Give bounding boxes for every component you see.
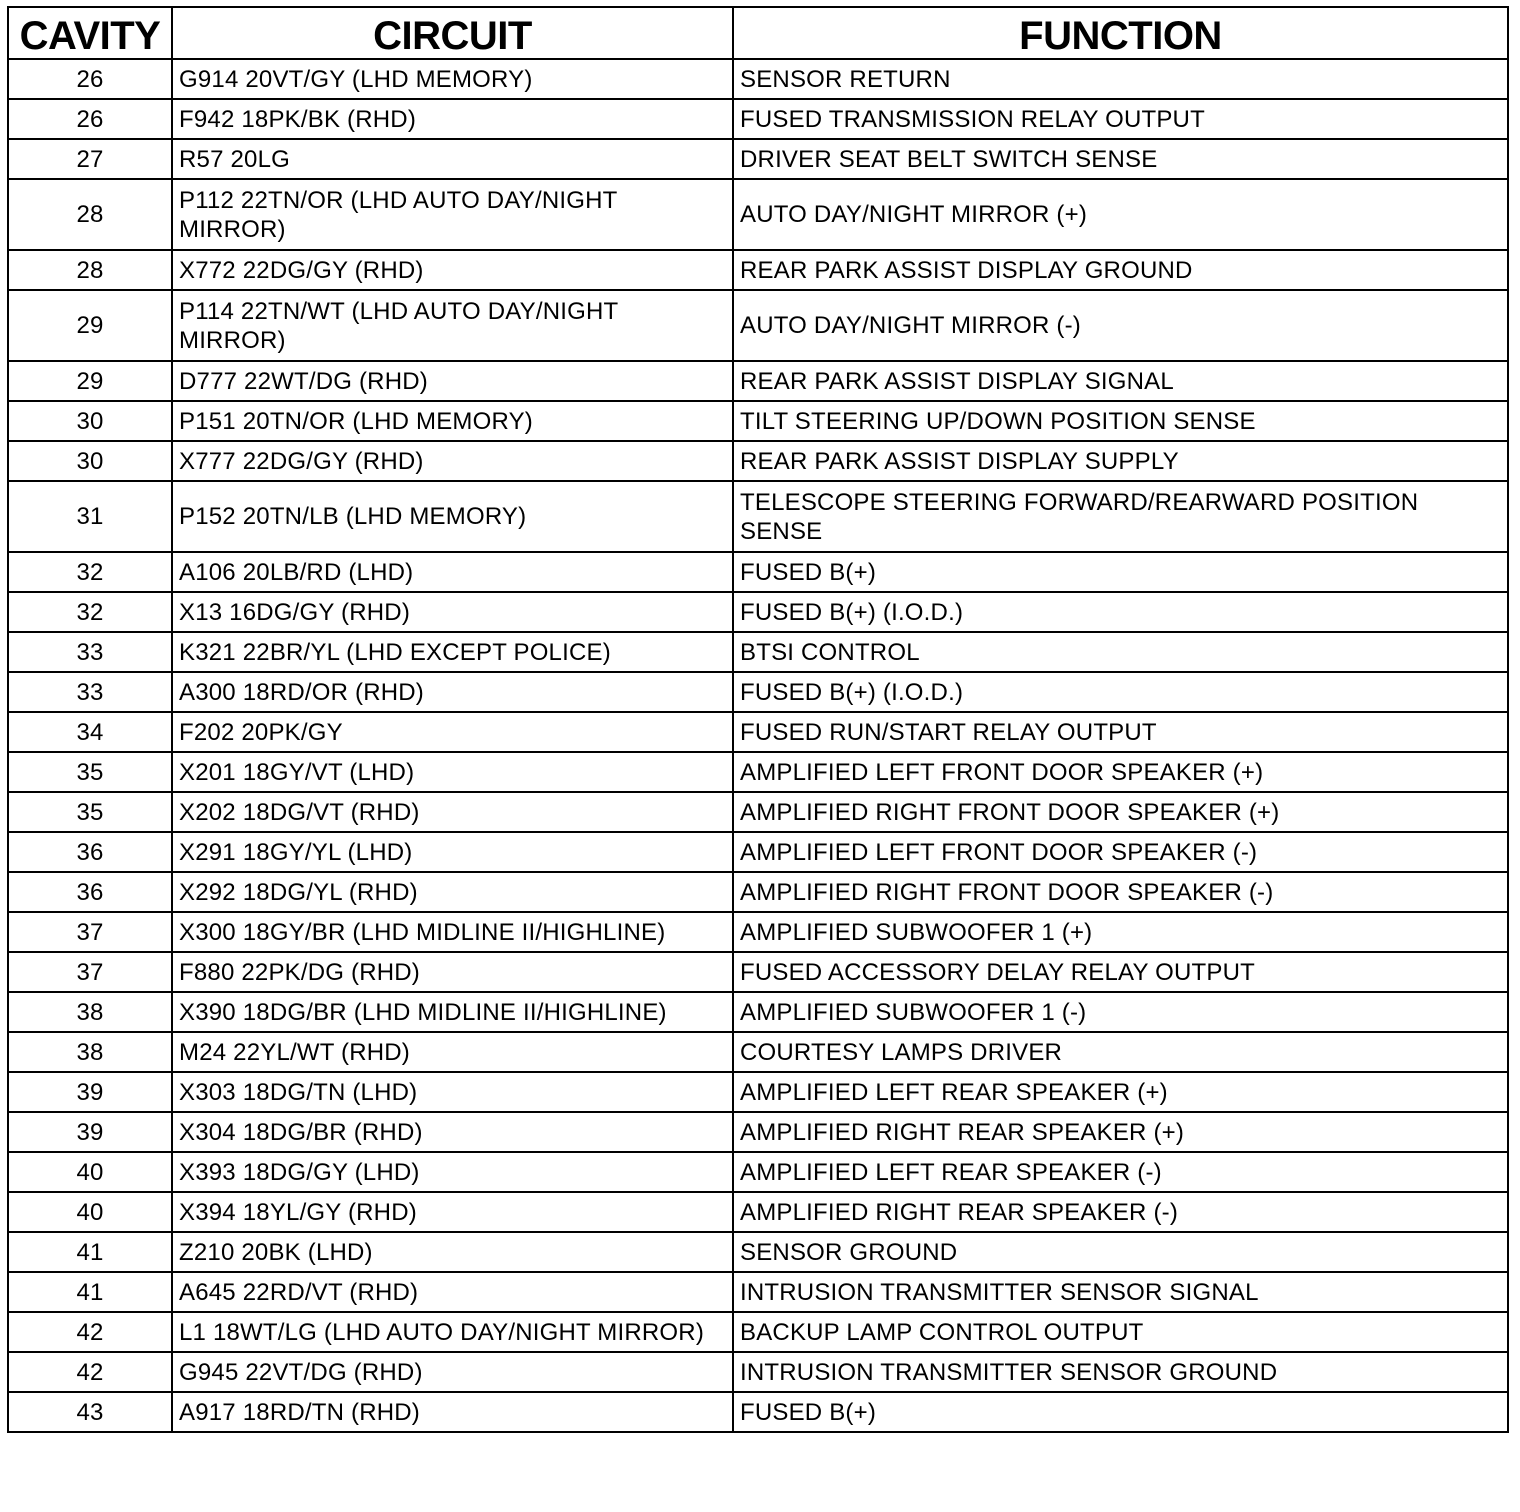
circuit-cell: X390 18DG/BR (LHD MIDLINE II/HIGHLINE) <box>172 992 733 1032</box>
table-row <box>8 290 1508 361</box>
function-cell: AMPLIFIED RIGHT REAR SPEAKER (-) <box>733 1192 1508 1232</box>
circuit-cell: K321 22BR/YL (LHD EXCEPT POLICE) <box>172 632 733 672</box>
function-cell: TILT STEERING UP/DOWN POSITION SENSE <box>733 401 1508 441</box>
table-row <box>8 361 1508 401</box>
cavity-cell: 42 <box>8 1352 172 1392</box>
function-cell: AMPLIFIED SUBWOOFER 1 (-) <box>733 992 1508 1032</box>
function-cell: BACKUP LAMP CONTROL OUTPUT <box>733 1312 1508 1352</box>
circuit-cell: X393 18DG/GY (LHD) <box>172 1152 733 1192</box>
table-row <box>8 250 1508 290</box>
cavity-cell: 39 <box>8 1072 172 1112</box>
function-cell: FUSED RUN/START RELAY OUTPUT <box>733 712 1508 752</box>
circuit-cell: X772 22DG/GY (RHD) <box>172 250 733 290</box>
table-row <box>8 592 1508 632</box>
function-cell: REAR PARK ASSIST DISPLAY GROUND <box>733 250 1508 290</box>
function-cell: AMPLIFIED LEFT REAR SPEAKER (-) <box>733 1152 1508 1192</box>
header-cavity: CAVITY <box>8 7 172 59</box>
cavity-cell: 40 <box>8 1152 172 1192</box>
circuit-cell: G945 22VT/DG (RHD) <box>172 1352 733 1392</box>
function-cell: INTRUSION TRANSMITTER SENSOR SIGNAL <box>733 1272 1508 1312</box>
cavity-cell: 36 <box>8 872 172 912</box>
circuit-cell: X394 18YL/GY (RHD) <box>172 1192 733 1232</box>
table-row <box>8 552 1508 592</box>
function-cell: FUSED B(+) <box>733 1392 1508 1432</box>
function-cell: AUTO DAY/NIGHT MIRROR (-) <box>733 290 1508 361</box>
function-cell: BTSI CONTROL <box>733 632 1508 672</box>
cavity-cell: 27 <box>8 139 172 179</box>
function-cell: AMPLIFIED RIGHT REAR SPEAKER (+) <box>733 1112 1508 1152</box>
table-row <box>8 1192 1508 1232</box>
circuit-cell: X291 18GY/YL (LHD) <box>172 832 733 872</box>
header-function: FUNCTION <box>733 7 1508 59</box>
table-row <box>8 1232 1508 1272</box>
table-row <box>8 481 1508 552</box>
table-row <box>8 712 1508 752</box>
circuit-cell: P151 20TN/OR (LHD MEMORY) <box>172 401 733 441</box>
table-row <box>8 952 1508 992</box>
table-row <box>8 872 1508 912</box>
cavity-cell: 37 <box>8 952 172 992</box>
table-row <box>8 179 1508 250</box>
table-row <box>8 832 1508 872</box>
function-cell: AMPLIFIED LEFT FRONT DOOR SPEAKER (-) <box>733 832 1508 872</box>
table-row <box>8 1392 1508 1432</box>
cavity-cell: 30 <box>8 401 172 441</box>
table-row <box>8 1072 1508 1112</box>
circuit-cell: P114 22TN/WT (LHD AUTO DAY/NIGHT MIRROR) <box>172 290 733 361</box>
function-cell: COURTESY LAMPS DRIVER <box>733 1032 1508 1072</box>
cavity-cell: 26 <box>8 99 172 139</box>
header-row <box>8 7 1508 59</box>
function-cell: FUSED ACCESSORY DELAY RELAY OUTPUT <box>733 952 1508 992</box>
table-row <box>8 401 1508 441</box>
cavity-cell: 43 <box>8 1392 172 1432</box>
cavity-cell: 30 <box>8 441 172 481</box>
function-cell: FUSED B(+) (I.O.D.) <box>733 672 1508 712</box>
table-row <box>8 139 1508 179</box>
cavity-cell: 41 <box>8 1272 172 1312</box>
cavity-cell: 38 <box>8 1032 172 1072</box>
table-row <box>8 1272 1508 1312</box>
circuit-cell: A917 18RD/TN (RHD) <box>172 1392 733 1432</box>
circuit-cell: X777 22DG/GY (RHD) <box>172 441 733 481</box>
cavity-cell: 39 <box>8 1112 172 1152</box>
table-row <box>8 992 1508 1032</box>
circuit-cell: X292 18DG/YL (RHD) <box>172 872 733 912</box>
cavity-cell: 38 <box>8 992 172 1032</box>
cavity-cell: 28 <box>8 250 172 290</box>
circuit-cell: D777 22WT/DG (RHD) <box>172 361 733 401</box>
cavity-cell: 37 <box>8 912 172 952</box>
circuit-cell: A300 18RD/OR (RHD) <box>172 672 733 712</box>
cavity-cell: 40 <box>8 1192 172 1232</box>
cavity-cell: 26 <box>8 59 172 99</box>
table-row <box>8 1312 1508 1352</box>
circuit-cell: A645 22RD/VT (RHD) <box>172 1272 733 1312</box>
circuit-cell: X202 18DG/VT (RHD) <box>172 792 733 832</box>
circuit-cell: G914 20VT/GY (LHD MEMORY) <box>172 59 733 99</box>
function-cell: AMPLIFIED RIGHT FRONT DOOR SPEAKER (-) <box>733 872 1508 912</box>
circuit-cell: X303 18DG/TN (LHD) <box>172 1072 733 1112</box>
cavity-cell: 41 <box>8 1232 172 1272</box>
table-row <box>8 59 1508 99</box>
cavity-cell: 42 <box>8 1312 172 1352</box>
circuit-cell: P152 20TN/LB (LHD MEMORY) <box>172 481 733 552</box>
function-cell: AUTO DAY/NIGHT MIRROR (+) <box>733 179 1508 250</box>
header-circuit: CIRCUIT <box>172 7 733 59</box>
table-row <box>8 792 1508 832</box>
table-row <box>8 1152 1508 1192</box>
function-cell: TELESCOPE STEERING FORWARD/REARWARD POSITION SENSE <box>733 481 1508 552</box>
function-cell: AMPLIFIED RIGHT FRONT DOOR SPEAKER (+) <box>733 792 1508 832</box>
circuit-cell: X201 18GY/VT (LHD) <box>172 752 733 792</box>
cavity-cell: 31 <box>8 481 172 552</box>
table-row <box>8 1352 1508 1392</box>
table-row <box>8 99 1508 139</box>
function-cell: FUSED B(+) (I.O.D.) <box>733 592 1508 632</box>
cavity-cell: 29 <box>8 361 172 401</box>
table-row <box>8 1032 1508 1072</box>
cavity-cell: 33 <box>8 632 172 672</box>
function-cell: FUSED TRANSMISSION RELAY OUTPUT <box>733 99 1508 139</box>
circuit-cell: X300 18GY/BR (LHD MIDLINE II/HIGHLINE) <box>172 912 733 952</box>
circuit-cell: F202 20PK/GY <box>172 712 733 752</box>
cavity-cell: 32 <box>8 592 172 632</box>
cavity-cell: 35 <box>8 752 172 792</box>
circuit-cell: F880 22PK/DG (RHD) <box>172 952 733 992</box>
circuit-cell: P112 22TN/OR (LHD AUTO DAY/NIGHT MIRROR) <box>172 179 733 250</box>
circuit-cell: Z210 20BK (LHD) <box>172 1232 733 1272</box>
cavity-cell: 29 <box>8 290 172 361</box>
cavity-cell: 35 <box>8 792 172 832</box>
function-cell: AMPLIFIED SUBWOOFER 1 (+) <box>733 912 1508 952</box>
connector-pinout-table <box>7 6 1509 1433</box>
function-cell: SENSOR GROUND <box>733 1232 1508 1272</box>
table-row <box>8 672 1508 712</box>
circuit-cell: F942 18PK/BK (RHD) <box>172 99 733 139</box>
function-cell: AMPLIFIED LEFT REAR SPEAKER (+) <box>733 1072 1508 1112</box>
function-cell: INTRUSION TRANSMITTER SENSOR GROUND <box>733 1352 1508 1392</box>
cavity-cell: 28 <box>8 179 172 250</box>
circuit-cell: X304 18DG/BR (RHD) <box>172 1112 733 1152</box>
table-row <box>8 632 1508 672</box>
circuit-cell: L1 18WT/LG (LHD AUTO DAY/NIGHT MIRROR) <box>172 1312 733 1352</box>
function-cell: FUSED B(+) <box>733 552 1508 592</box>
function-cell: SENSOR RETURN <box>733 59 1508 99</box>
cavity-cell: 32 <box>8 552 172 592</box>
circuit-cell: A106 20LB/RD (LHD) <box>172 552 733 592</box>
function-cell: DRIVER SEAT BELT SWITCH SENSE <box>733 139 1508 179</box>
function-cell: REAR PARK ASSIST DISPLAY SIGNAL <box>733 361 1508 401</box>
function-cell: AMPLIFIED LEFT FRONT DOOR SPEAKER (+) <box>733 752 1508 792</box>
cavity-cell: 36 <box>8 832 172 872</box>
table-row <box>8 441 1508 481</box>
cavity-cell: 34 <box>8 712 172 752</box>
function-cell: REAR PARK ASSIST DISPLAY SUPPLY <box>733 441 1508 481</box>
cavity-cell: 33 <box>8 672 172 712</box>
circuit-cell: R57 20LG <box>172 139 733 179</box>
table-row <box>8 1112 1508 1152</box>
table-row <box>8 752 1508 792</box>
circuit-cell: M24 22YL/WT (RHD) <box>172 1032 733 1072</box>
table-row <box>8 912 1508 952</box>
circuit-cell: X13 16DG/GY (RHD) <box>172 592 733 632</box>
